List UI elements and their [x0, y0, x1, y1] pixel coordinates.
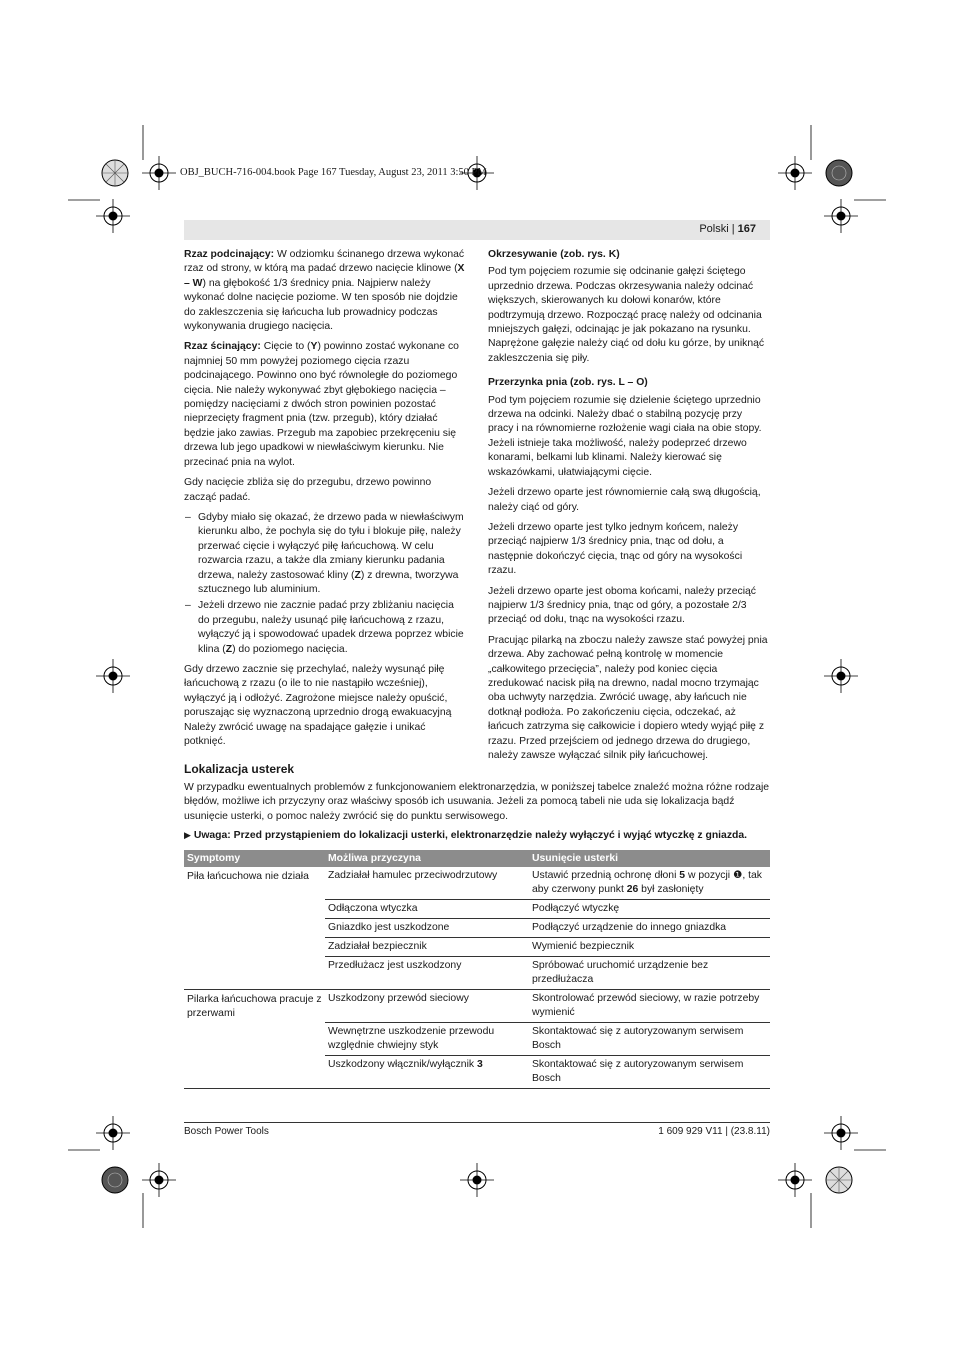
crosshair-mark-icon — [778, 156, 812, 190]
dash-item-not-falling: – Jeżeli drzewo nie zacznie padać przy zbliżaniu nacięcia do przegubu, należy usunąć piłę łańcuchową z rzazu, wyłączyć ją i spowodować upadek drzewa poprzez wbicie klina (Z) do poziomego nacięcia. — [185, 600, 464, 655]
table-header-row — [184, 850, 770, 867]
crosshair-mark-icon — [824, 199, 858, 233]
footer-doc-number: 1 609 929 V11 | (23.8.11) — [658, 1126, 770, 1137]
paragraph-slope: Pracując pilarką na zboczu należy zawsze stać powyżej pnia drzewa. Aby zachować pełną kontrolę w momencie „całkowitego przecięcia”, należy pod koniec cięcia zredukować nacisk piłą na drewno, nadal mocno trzymając oba uchwyty narzędzia. Zwrócić uwagę, aby łańcuch nie dotknął podłoża. Po zakończeniu cięcia, odczekać, aż łańcuch zatrzyma się całkowicie i dopiero wtedy wyjąć piłę z rzazu. Przed przejściem od jednego drzewa do drugiego, należy zawsze wyłączać silnik piły łańcuchowej. — [488, 634, 768, 761]
crosshair-mark-icon — [142, 1163, 176, 1197]
heading-bucking: Przerzynka pnia (zob. rys. L – O) — [488, 377, 648, 389]
cause-cell: Gniazdko jest uszkodzone — [325, 919, 529, 938]
crosshair-mark-icon — [142, 156, 176, 190]
column-header: Symptomy — [184, 850, 325, 867]
cause-cell: Uszkodzony włącznik/wyłącznik 3 — [325, 1056, 529, 1089]
color-rosette-icon — [826, 1167, 852, 1193]
fix-cell: Skontaktować się z autoryzowanym serwisem Bosch — [529, 1056, 770, 1089]
crosshair-mark-icon — [96, 199, 130, 233]
header-language: Polski — [699, 223, 729, 235]
cause-cell: Uszkodzony przewód sieciowy — [325, 990, 529, 1023]
fix-cell: Podłączyć wtyczkę — [529, 900, 770, 919]
footer-brand: Bosch Power Tools — [184, 1126, 269, 1137]
troubleshooting-intro: W przypadku ewentualnych problemów z funkcjonowaniem elektronarzędzia, w poniższej tabelce znaleźć można różne rodzaje błędów, możliwe ich przyczyny oraz właściwy sposób ich usuwania. Jeżeli za pomocą tabeli nie uda się lokalizacja bądź usunięcie usterki, o pomoc należy zwrócić się do punktu serwisowego. — [184, 782, 770, 822]
cause-cell: Zadziałał hamulec przeciwodrzutowy — [325, 867, 529, 900]
fix-cell: Spróbować uruchomić urządzenie bez przedłużacza — [529, 957, 770, 990]
symptom-cell: Pilarka łańcuchowa pracuje z przerwami — [184, 990, 325, 1089]
column-header: Usunięcie usterki — [529, 850, 770, 867]
color-rosette-icon — [102, 160, 128, 186]
table-row — [184, 867, 770, 900]
color-rosette-icon — [826, 160, 852, 186]
position-1-icon: ❶ — [733, 870, 743, 881]
cause-cell: Zadziałał bezpiecznik — [325, 938, 529, 957]
paragraph-supported-full: Jeżeli drzewo oparte jest równomiernie całą swą długością, należy ciąć od góry. — [488, 487, 761, 513]
print-info-line: OBJ_BUCH-716-004.book Page 167 Tuesday, August 23, 2011 3:50 PM — [180, 167, 487, 178]
paragraph-hinge: Gdy nacięcie zbliża się do przegubu, drzewo powinno zacząć padać. — [184, 477, 432, 503]
dash-item-wrong-direction: – Gdyby miało się okazać, że drzewo pada w niewłaściwym kierunku albo, że pochyla się do tyłu i blokuje piłę, należy przerwać cięcie i wyłączyć piłę łańcuchową. W celu rozwarcia rzazu, a także dla zmiany kierunku padania drzewa, należy zastosować kliny (Z) z drewna, tworzywa sztucznego lub aluminium. — [185, 511, 464, 595]
fix-cell: Skontrolować przewód sieciowy, w razie potrzeby wymienić — [529, 990, 770, 1023]
fix-cell: Wymienić bezpiecznik — [529, 938, 770, 957]
left-column — [184, 248, 466, 755]
fix-cell: Skontaktować się z autoryzowanym serwisem Bosch — [529, 1023, 770, 1056]
page-header — [184, 220, 770, 240]
triangle-bullet-icon: ▶ — [184, 830, 191, 840]
crosshair-mark-icon — [824, 659, 858, 693]
section-title: Lokalizacja usterek — [184, 762, 295, 776]
heading-limbing: Okrzesywanie (zob. rys. K) — [488, 249, 620, 260]
crosshair-mark-icon — [824, 1116, 858, 1150]
page-number: 167 — [737, 223, 756, 235]
paragraph-bucking: Pod tym pojęciem rozumie się dzielenie ściętego uprzednio drzewa na odcinki. Należy dbać o stabilną pozycję przy pracy i na równomierne rozłożenie wagi ciała na obie stopy. Jeżeli istnieje taka możliwość, należy podeprzeć drzewo konarami, belkami lub klinami. Należy kierować się wskazówkami, ułatwiającymi cięcie. — [488, 394, 762, 478]
crosshair-mark-icon — [96, 659, 130, 693]
paragraph-felling-cut: Rzaz ścinający: Cięcie to (Y) powinno zostać wykonane co najmniej 50 mm powyżej poziomego cięcia rzazu podcinającego. Powinno ono być równoległe do poziomego cięcia. Nie należy wykonywać zbyt głębokiego nacięcia – pomiędzy nacięciami z dwóch stron powinien pozostać nieprzecięty fragment pnia (tzw. przegub), który działać będzie jako zawias. Przegub ma zapobiec przekręceniu się drzewa lub jego upadkowi w niewłaściwym kierunku. Nie przecinać pnia na wylot. — [184, 341, 459, 468]
crosshair-mark-icon — [460, 1163, 494, 1197]
fix-cell: Podłączyć urządzenie do innego gniazdka — [529, 919, 770, 938]
paragraph-supported-both-ends: Jeżeli drzewo oparte jest oboma końcami, należy przeciąć najpierw 1/3 średnicy pnia, tnąc od góry, a pozostałe 2/3 przeciąć od dołu, tnąc na wysokości rzazu. — [488, 585, 756, 626]
paragraph-supported-one-end: Jeżeli drzewo oparte jest tylko jednym końcem, należy przeciąć najpierw 1/3 średnicy pnia, tnąc od dołu, a następnie dokończyć cięcia, tnąc od góry na wysokości rzazu. — [488, 521, 743, 577]
right-column — [488, 248, 770, 769]
table-row — [184, 990, 770, 1023]
cause-cell: Przedłużacz jest uszkodzony — [325, 957, 529, 990]
symptom-cell: Piła łańcuchowa nie działa — [184, 867, 325, 990]
footer-divider — [184, 1122, 770, 1123]
cause-cell: Wewnętrzne uszkodzenie przewodu względnie chwiejny styk — [325, 1023, 529, 1056]
fix-cell: Ustawić przednią ochronę dłoni 5 w pozycji ❶, tak aby czerwony punkt 26 był zasłonięty — [529, 867, 770, 900]
crosshair-mark-icon — [96, 1116, 130, 1150]
troubleshooting-table — [184, 850, 770, 1089]
crosshair-mark-icon — [778, 1163, 812, 1197]
color-rosette-icon — [102, 1167, 128, 1193]
cause-cell: Odłączona wtyczka — [325, 900, 529, 919]
paragraph-tree-falling: Gdy drzewo zacznie się przechylać, należy wysunąć piłę łańcuchową z rzazu (o ile to nie nastąpiło wcześniej), wyłączyć ją i odłożyć. Zagrożone miejsce należy opuścić, poruszając się wyznaczoną uprzednio drogą ewakuacyjną Należy zwrócić uwagę na spadające gałęzie i unikać potknięć. — [184, 663, 452, 747]
column-header: Możliwa przyczyna — [325, 850, 529, 867]
header-text: Polski | 167 — [699, 223, 756, 235]
warning-note: ▶ Uwaga: Przed przystąpieniem do lokalizacji usterki, elektronarzędzie należy wyłączyć i wyjąć wtyczkę z gniazda. — [184, 830, 748, 841]
paragraph-undercut: Rzaz podcinający: W odziomku ścinanego drzewa wykonać rzaz od strony, w którą ma padać drzewo nacięcie klinowe (X – W) na głębokość 1/3 średnicy pnia. Najpierw należy wykonać dolne nacięcie poziome. W ten sposób nie dojdzie do zakleszczenia się łańcucha lub prowadnicy podczas wykonywania drugiego nacięcia. — [184, 249, 465, 333]
paragraph-limbing: Pod tym pojęciem rozumie się odcinanie gałęzi ściętego uprzednio drzewa. Podczas okrzesywania należy odcinać większych, skierowanych ku dołowi konarów, które podtrzymują drzewo. Rozpocząć pracę należy od odcinania mniejszych gałęzi, odcinając je jak pokazano na rysunku. Naprężone gałęzie należy ciąć od dołu ku górze, by uniknąć zakleszczenia się piły. — [488, 266, 765, 364]
